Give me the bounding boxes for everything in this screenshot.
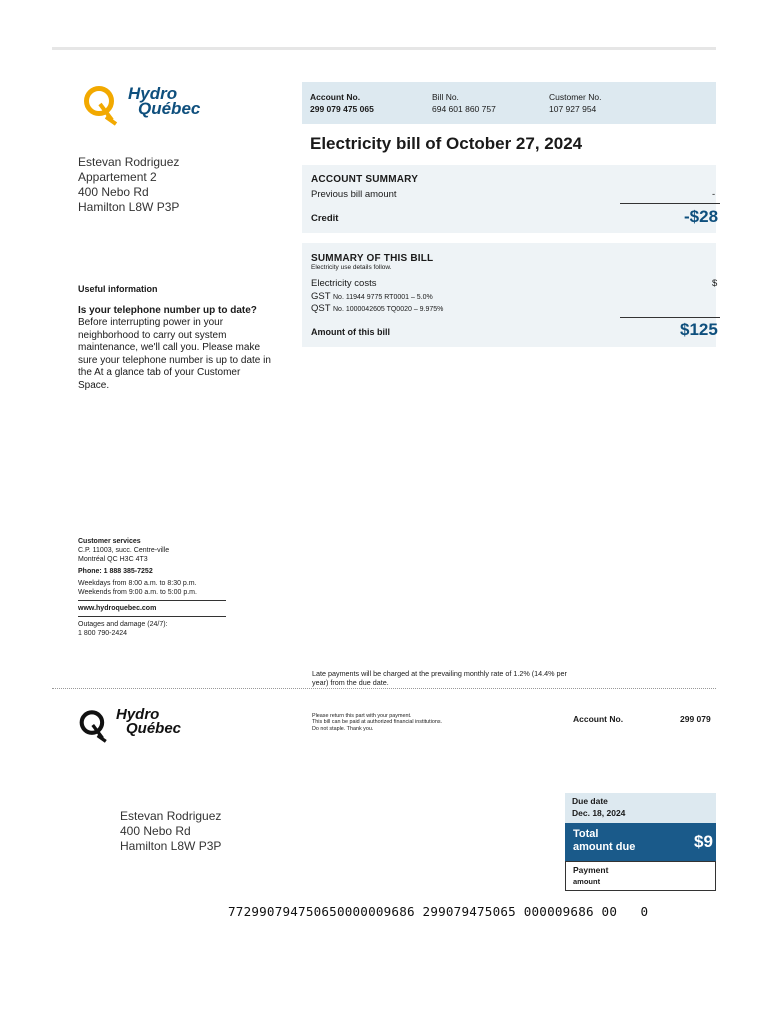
customer-address <box>78 155 179 215</box>
customer-city: Hamilton L8W P3P <box>78 200 180 214</box>
account-summary-heading: ACCOUNT SUMMARY <box>311 174 419 185</box>
useful-information <box>78 283 274 392</box>
cs-rule-1 <box>78 600 226 601</box>
bill-summary-subtitle: Electricity use details follow. <box>311 264 392 271</box>
logo-line-2: Québec <box>138 99 201 118</box>
useful-info-heading: Useful information <box>78 284 158 294</box>
customer-street: 400 Nebo Rd <box>78 185 149 199</box>
phone-question: Is your telephone number up to date? <box>78 304 257 316</box>
cs-outages-phone: 1 800 790-2424 <box>78 630 128 637</box>
stub-logo-line-2: Québec <box>126 720 182 737</box>
stub-note-3: Do not staple. Thank you. <box>312 725 374 732</box>
hydro-quebec-logo <box>82 84 200 124</box>
logo-line-1: Hydro <box>128 84 178 103</box>
qst-line <box>311 303 443 314</box>
payment-due-box <box>565 793 716 891</box>
total-amount-value: $9 <box>694 832 713 851</box>
stub-account-label: Account No. <box>573 714 624 724</box>
payment-label-line-2: amount <box>573 877 601 886</box>
cs-address-2: Montréal QC H3C 4T3 <box>78 556 148 563</box>
total-label-line-2: amount due <box>573 841 636 853</box>
credit-value: -$28 <box>684 207 719 226</box>
cs-website-link[interactable]: www.hydroquebec.com <box>78 605 157 612</box>
customer-no-label: Customer No. <box>549 92 602 102</box>
stub-account-value: 299 079 <box>680 714 711 724</box>
previous-bill-value: - <box>712 189 716 200</box>
cs-rule-2 <box>78 616 226 617</box>
stub-customer-city: Hamilton L8W P3P <box>120 839 222 853</box>
payment-amount-field[interactable] <box>565 861 716 891</box>
qst-label: QST <box>311 303 331 314</box>
electricity-costs-value: $ <box>712 278 718 289</box>
stub-note-2: This bill can be paid at authorized financial institutions. <box>312 719 443 726</box>
bill-summary-heading: SUMMARY OF THIS BILL <box>311 253 434 264</box>
electricity-costs-label: Electricity costs <box>311 278 377 289</box>
stub-note-1: Please return this part with your payment. <box>312 713 412 719</box>
phone-info-body: Before interrupting power in your neighborhood to carry out system maintenance, we'll call you. Please make sure your telephone number is up to date in the At a glance tab of your Customer Space. <box>78 317 271 391</box>
logo-q-icon <box>82 84 126 124</box>
stub-logo-q-icon <box>78 708 114 742</box>
summary-rule <box>620 203 720 204</box>
due-date-value: Dec. 18, 2024 <box>572 808 626 818</box>
credit-label: Credit <box>311 213 339 224</box>
cs-phone: Phone: 1 888 385-7252 <box>78 568 153 575</box>
page-top-rule <box>52 47 716 50</box>
customer-address-line2: Appartement 2 <box>78 170 157 184</box>
due-date-panel <box>565 793 716 823</box>
customer-no-value: 107 927 954 <box>549 104 597 114</box>
account-summary-box <box>302 165 719 233</box>
stub-hydro-quebec-logo <box>78 708 181 742</box>
total-amount-label <box>573 828 635 854</box>
due-date-label: Due date <box>572 796 608 806</box>
stub-customer-street: 400 Nebo Rd <box>120 824 191 838</box>
bill-summary-box <box>302 243 716 347</box>
cs-heading: Customer services <box>78 538 141 545</box>
amount-of-bill-value: $125 <box>680 320 718 339</box>
gst-label: GST <box>311 291 331 302</box>
cs-hours-weekdays: Weekdays from 8:00 a.m. to 8:30 p.m. <box>78 580 197 587</box>
account-no-value: 299 079 475 065 <box>310 104 374 114</box>
payment-amount-label <box>573 865 608 887</box>
previous-bill-label: Previous bill amount <box>311 189 397 200</box>
bill-title: Electricity bill of October 27, 2024 <box>310 134 583 153</box>
total-amount-panel <box>565 823 716 861</box>
amount-of-bill-label: Amount of this bill <box>311 327 390 337</box>
stub-instructions <box>312 713 442 732</box>
customer-services <box>78 537 226 638</box>
stub-customer-name: Estevan Rodriguez <box>120 809 222 823</box>
bill-no-value: 694 601 860 757 <box>432 104 496 114</box>
gst-line <box>311 291 433 302</box>
late-payment-note: Late payments will be charged at the prevailing monthly rate of 1.2% (14.4% per year) from the due date. <box>312 669 567 687</box>
gst-detail: No. 11944 9775 RT0001 – 5.0% <box>333 294 433 301</box>
ocr-scan-line: 772990794750650000009686 299079475065 000009686 00 0 <box>228 904 649 919</box>
tear-off-line <box>52 688 716 689</box>
bill-summary-rule <box>620 317 720 318</box>
cs-hours-weekends: Weekends from 9:00 a.m. to 5:00 p.m. <box>78 589 197 596</box>
total-label-line-1: Total <box>573 828 599 840</box>
stub-logo-line-1: Hydro <box>116 706 160 723</box>
cs-outages-label: Outages and damage (24/7): <box>78 621 168 628</box>
stub-customer-address <box>120 809 221 854</box>
customer-name: Estevan Rodriguez <box>78 155 180 169</box>
bill-no-label: Bill No. <box>432 92 459 102</box>
account-info-bar <box>302 82 716 124</box>
qst-detail: No. 1000042605 TQ0020 – 9.975% <box>333 306 444 313</box>
account-no-label: Account No. <box>310 92 361 102</box>
cs-address-1: C.P. 11003, succ. Centre-ville <box>78 547 170 554</box>
payment-label-line-1: Payment <box>573 865 609 875</box>
